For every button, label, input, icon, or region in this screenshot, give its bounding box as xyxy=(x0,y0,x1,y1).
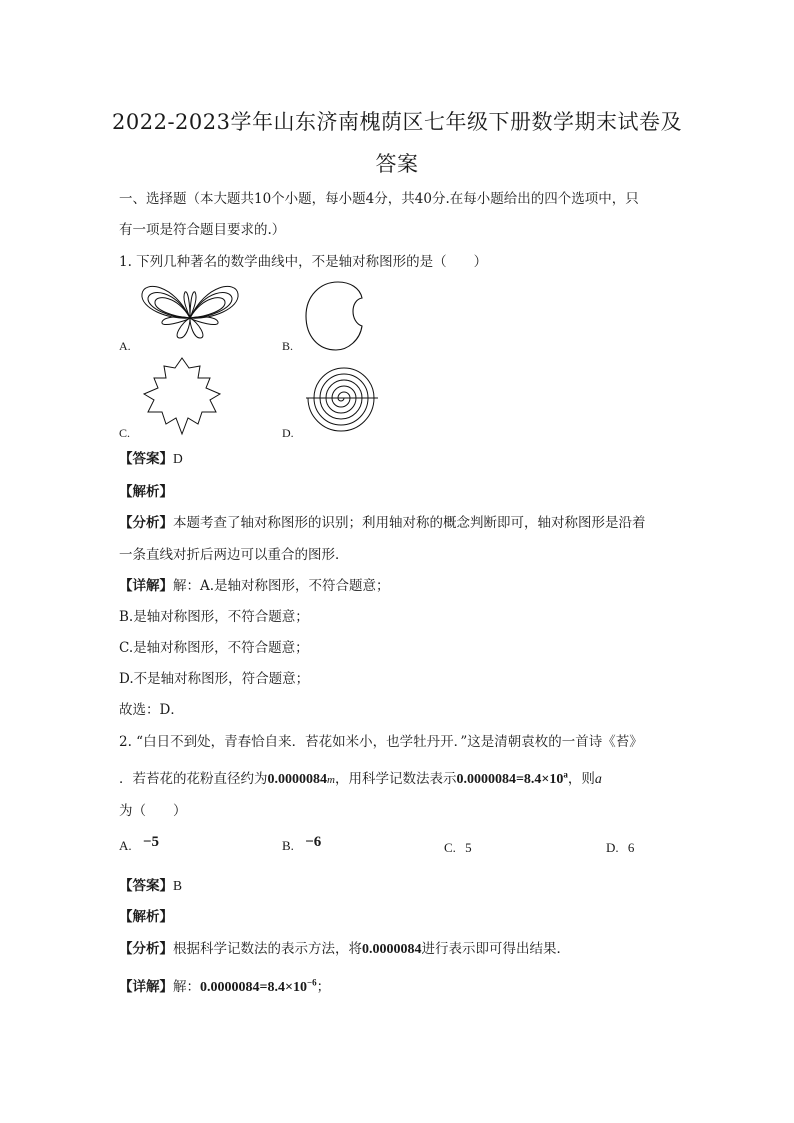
q2-detail-tag: 【详解】 xyxy=(119,979,173,995)
q2-detail-line xyxy=(119,975,330,996)
doc-title-line2: 答案 xyxy=(375,152,419,176)
q1-answer-tag: 【答案】 xyxy=(119,451,173,467)
butterfly-curve-figure xyxy=(138,278,242,340)
q1-fenxi-tag: 【分析】 xyxy=(119,515,173,531)
q2-detail-text-a: 解： xyxy=(173,979,200,995)
q2-option-a-value: −5 xyxy=(142,834,159,850)
q2-answer-tag: 【答案】 xyxy=(119,878,173,894)
q2-eq-lhs: 0.0000084 xyxy=(456,772,516,787)
q2-option-a-label: A. xyxy=(119,838,132,853)
q2-detail-end: ； xyxy=(316,979,331,995)
q2-fenxi-text-b: 进行表示即可得出结果． xyxy=(421,941,570,957)
q2-fenxi-text-a: 根据科学记数法的表示方法，将 xyxy=(173,941,362,957)
q2-stem-text-c: ，则 xyxy=(567,771,595,787)
q2-option-b-value: −6 xyxy=(305,834,322,850)
q2-option-d-value: 6 xyxy=(627,840,635,855)
koch-snowflake-figure xyxy=(136,356,228,436)
q1-fenxi-line2: 一条直线对折后两边可以重合的图形． xyxy=(119,547,349,563)
q1-detail-line1 xyxy=(119,574,390,594)
q2-variable: a xyxy=(594,772,602,787)
section-header-line1: 一、选择题（本大题共10个小题，每小题4分，共40分.在每小题给出的四个选项中，只 xyxy=(119,191,639,207)
q2-detail-exp: −6 xyxy=(306,977,317,988)
q1-option-b-label: B. xyxy=(282,339,294,353)
q1-option-d-label: D. xyxy=(282,426,294,440)
q2-option-c-value: 5 xyxy=(465,840,472,855)
q2-unit: m xyxy=(327,774,335,786)
q1-detail-tag: 【详解】 xyxy=(119,578,173,594)
q2-stem-line1: 2. “白日不到处，青春恰自来．苔花如米小，也学牡丹开．”这是清朝袁枚的一首诗《苔》 xyxy=(119,734,643,750)
q2-eq-exp: a xyxy=(563,769,568,780)
q2-option-b-label: B. xyxy=(282,838,294,853)
q2-detail-mid: =8.4×10 xyxy=(259,980,307,995)
section-header-line2: 有一项是符合题目要求的.） xyxy=(119,222,286,238)
q1-fenxi-line1 xyxy=(119,511,646,531)
q2-stem-line3: 为（ ） xyxy=(119,803,187,819)
q2-option-b xyxy=(282,834,322,855)
q2-analysis-tag: 【解析】 xyxy=(119,909,173,925)
q2-fenxi-number: 0.0000084 xyxy=(362,942,422,957)
archimedean-spiral-figure xyxy=(304,358,380,434)
q2-answer-value: B xyxy=(173,878,183,893)
q2-eq-mid: =8.4×10 xyxy=(515,772,564,787)
q1-fenxi-text1: 本题考查了轴对称图形的识别；利用轴对称的概念判断即可，轴对称图形是沿着 xyxy=(173,515,646,531)
q1-analysis-tag: 【解析】 xyxy=(119,484,173,500)
q2-fenxi-tag: 【分析】 xyxy=(119,941,173,957)
q1-answer-value: D xyxy=(173,451,183,466)
q2-stem-text-a: ．若苔花的花粉直径约为 xyxy=(119,771,268,787)
q1-detail-line3: C.是轴对称图形，不符合题意； xyxy=(119,640,309,656)
q1-option-a-label: A. xyxy=(119,339,131,353)
q1-detail-text1: 解：A.是轴对称图形，不符合题意； xyxy=(173,578,390,594)
q1-detail-line4: D.不是轴对称图形，符合题意； xyxy=(119,671,310,687)
q2-detail-lhs: 0.0000084 xyxy=(200,980,260,995)
doc-title-line1: 2022-2023学年山东济南槐荫区七年级下册数学期末试卷及 xyxy=(112,110,682,134)
q2-answer-line xyxy=(119,874,182,894)
q2-option-a xyxy=(119,834,159,855)
q2-option-c-label: C. xyxy=(444,840,456,855)
q2-fenxi-line xyxy=(119,937,570,958)
q2-option-d xyxy=(606,840,634,856)
q2-stem-text-b: ，用科学记数法表示 xyxy=(334,771,457,787)
q1-stem: 1. 下列几种著名的数学曲线中，不是轴对称图形的是（ ） xyxy=(119,254,488,270)
q1-answer-line xyxy=(119,447,183,467)
q2-stem-line2 xyxy=(119,767,602,788)
q2-number: 0.0000084 xyxy=(267,772,327,787)
q1-detail-line2: B.是轴对称图形，不符合题意； xyxy=(119,609,309,625)
q2-option-c xyxy=(444,840,472,856)
q1-conclusion: 故选：D． xyxy=(119,702,184,718)
q1-option-c-label: C. xyxy=(119,426,131,440)
q2-option-d-label: D. xyxy=(606,840,619,855)
cardioid-figure xyxy=(300,278,376,354)
